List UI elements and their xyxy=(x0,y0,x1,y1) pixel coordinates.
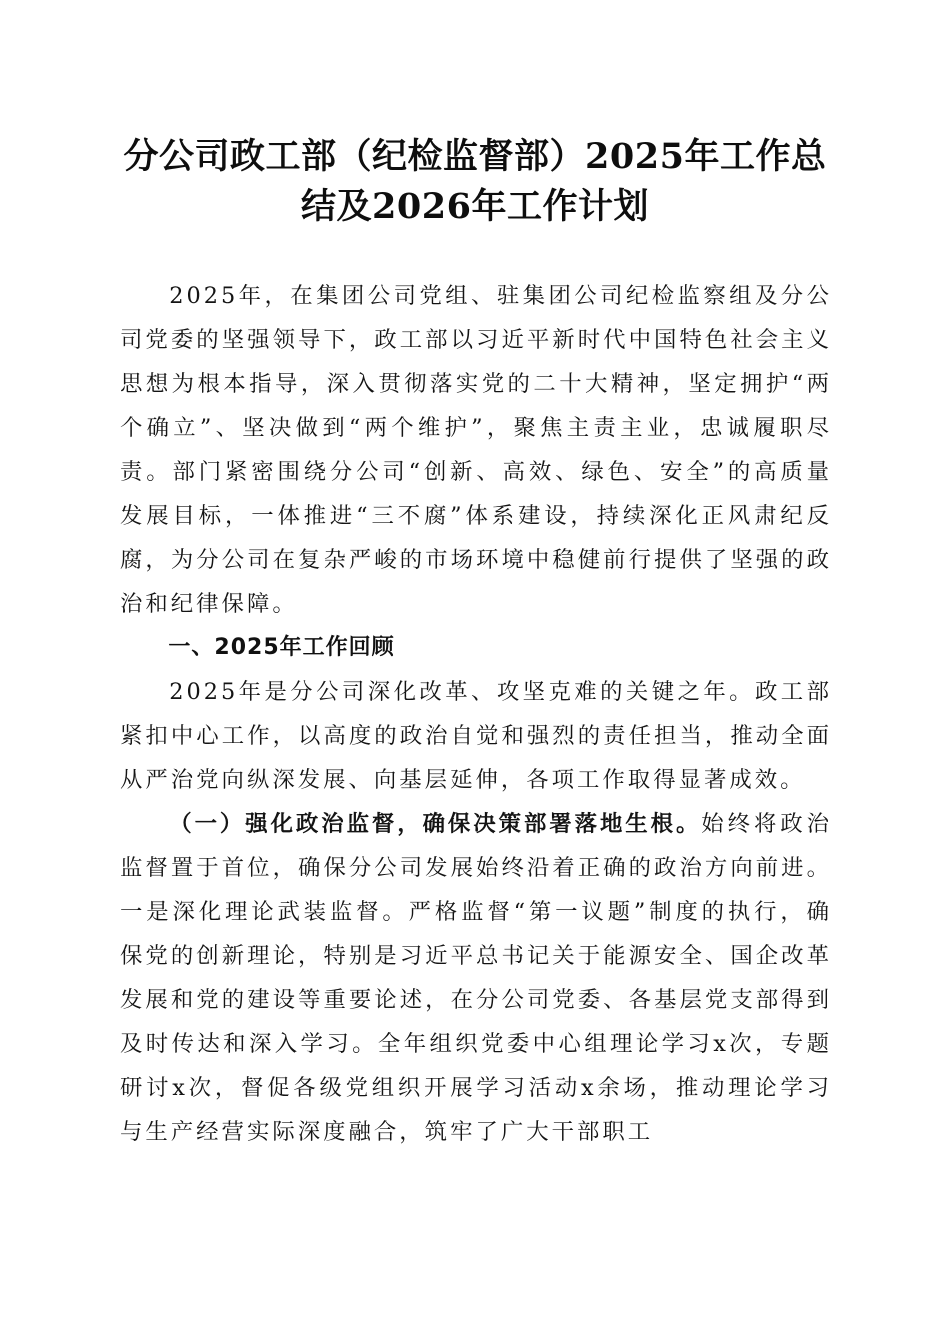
document-title xyxy=(100,132,850,232)
title-line-1: 分公司政工部（纪检监督部）2025年工作总 xyxy=(123,136,827,177)
section-intro-paragraph: 2025年是分公司深化改革、攻坚克难的关键之年。政工部紧扣中心工作，以高度的政治自觉和强烈的责任担当，推动全面从严治党向纵深发展、向基层延伸，各项工作取得显著成效。 xyxy=(120,679,832,793)
title-line-2: 结及2026年工作计划 xyxy=(301,186,649,227)
item-1-lead: （一）强化政治监督，确保决策部署落地生根。 xyxy=(169,811,702,837)
intro-paragraph: 2025年，在集团公司党组、驻集团公司纪检监察组及分公司党委的坚强领导下，政工部以习近平新时代中国特色社会主义思想为根本指导，深入贯彻落实党的二十大精神，坚定拥护“两个确立”、坚决做到“两个维护”，聚焦主责主业，忠诚履职尽责。部门紧密围绕分公司“创新、高效、绿色、安全”的高质量发展目标，一体推进“三不腐”体系建设，持续深化正风肃纪反腐，为分公司在复杂严峻的市场环境中稳健前行提供了坚强的政治和纪律保障。 xyxy=(120,283,832,617)
section-heading-review: 一、2025年工作回顾 xyxy=(168,635,395,660)
item-1-text: 始终将政治监督置于首位，确保分公司发展始终沿着正确的政治方向前进。一是深化理论武装监督。严格监督“第一议题”制度的执行，确保党的创新理论，特别是习近平总书记关于能源安全、国企改革发展和党的建设等重要论述，在分公司党委、各基层党支部得到及时传达和深入学习。全年组织党委中心组理论学习x次，专题研讨x次，督促各级党组织开展学习活动x余场，推动理论学习与生产经营实际深度融合，筑牢了广大干部职工 xyxy=(120,811,833,1145)
item-1-paragraph xyxy=(120,802,832,1154)
document-body xyxy=(120,274,832,1154)
